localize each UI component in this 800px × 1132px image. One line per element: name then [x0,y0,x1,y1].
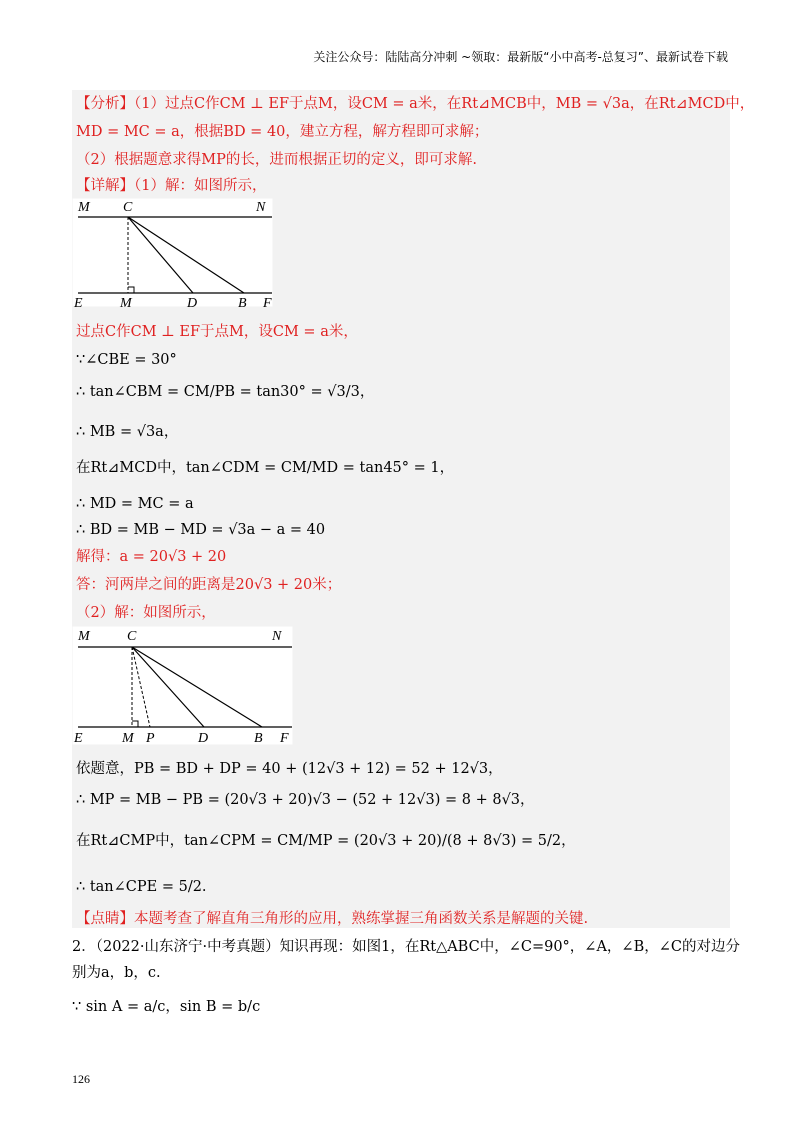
label-m-top-2: M [78,629,90,644]
figure-1 [72,198,282,310]
label-f: F [263,296,272,310]
comment-line: 【点睛】本题考查了解直角三角形的应用，熟练掌握三角函数关系是解题的关键. [76,911,589,927]
label-b: B [238,296,247,310]
analysis-line-3: （2）根据题意求得MP的长，进而根据正切的定义，即可求解. [76,152,477,168]
label-n: N [256,200,266,215]
label-d: D [187,296,198,310]
label-b-2: B [254,731,263,746]
label-d-2: D [198,731,209,746]
question-2-line-2: 别为a，b，c. [72,965,161,981]
solution-line-1: 过点C作CM ⊥ EF于点M，设CM = a米， [76,324,358,340]
label-f-2: F [280,731,289,746]
label-p: P [146,731,155,746]
analysis-line-2 [76,121,488,143]
label-m-bottom-2: M [122,731,134,746]
solution-line-8: 解得：a = 20√3 + 20 [76,549,227,565]
label-c: C [123,200,133,215]
figure-2 [72,626,302,748]
analysis-line-1: 【分析】（1）过点C作CM ⊥ EF于点M，设CM = a米，在Rt⊿MCB中，MB = √3a，在Rt⊿MCD中， [76,96,755,112]
solution-line-4: ∴ MB = √3a， [76,424,179,440]
solution-line-5: 在Rt⊿MCD中，tan∠CDM = CM/MD = tan45° = 1， [76,460,455,476]
part2-line-1: 依题意，PB = BD + DP = 40 + (12√3 + 12) = 52 + 12√3， [76,761,503,777]
part2-line-2: ∴ MP = MB − PB = (20√3 + 20)√3 − (52 + 12√3) = 8 + 8√3， [76,792,535,808]
label-m-top: M [78,200,90,215]
label-m-bottom: M [120,296,132,310]
part2-line-3: 在Rt⊿CMP中，tan∠CPM = CM/MP = (20√3 + 20)/(8 + 8√3) = 5/2， [76,833,576,849]
solution-line-7: ∴ BD = MB − MD = √3a − a = 40 [76,522,326,538]
question-2-line-3: ∵ sin A = a/c，sin B = b/c [72,999,261,1015]
part2-line-4: ∴ tan∠CPE = 5/2. [76,879,207,895]
label-c-2: C [127,629,137,644]
solution-line-6: ∴ MD = MC = a [76,496,194,512]
label-e: E [74,296,83,310]
page-header: 关注公众号：陆陆高分冲刺 ~领取：最新版“小中高考-总复习”、最新试卷下载 [313,50,728,64]
solution-line-2: ∵∠CBE = 30° [76,352,177,368]
label-e-2: E [74,731,83,746]
label-n-2: N [272,629,282,644]
page-number: 126 [72,1072,90,1086]
question-2-line-1: 2．（2022·山东济宁·中考真题）知识再现：如图1，在Rt△ABC中，∠C=90°，∠A，∠B，∠C的对边分 [72,939,740,955]
answer-line: 答：河两岸之间的距离是20√3 + 20米； [76,577,342,593]
solution-line-3: ∴ tan∠CBM = CM/PB = tan30° = √3/3， [76,384,375,400]
analysis-text-2: MD = MC = a，根据BD = 40，建立方程，解方程即可求解； [76,124,489,140]
detail-heading: 【详解】（1）解：如图所示， [76,178,267,194]
part2-heading: （2）解：如图所示， [76,605,216,621]
